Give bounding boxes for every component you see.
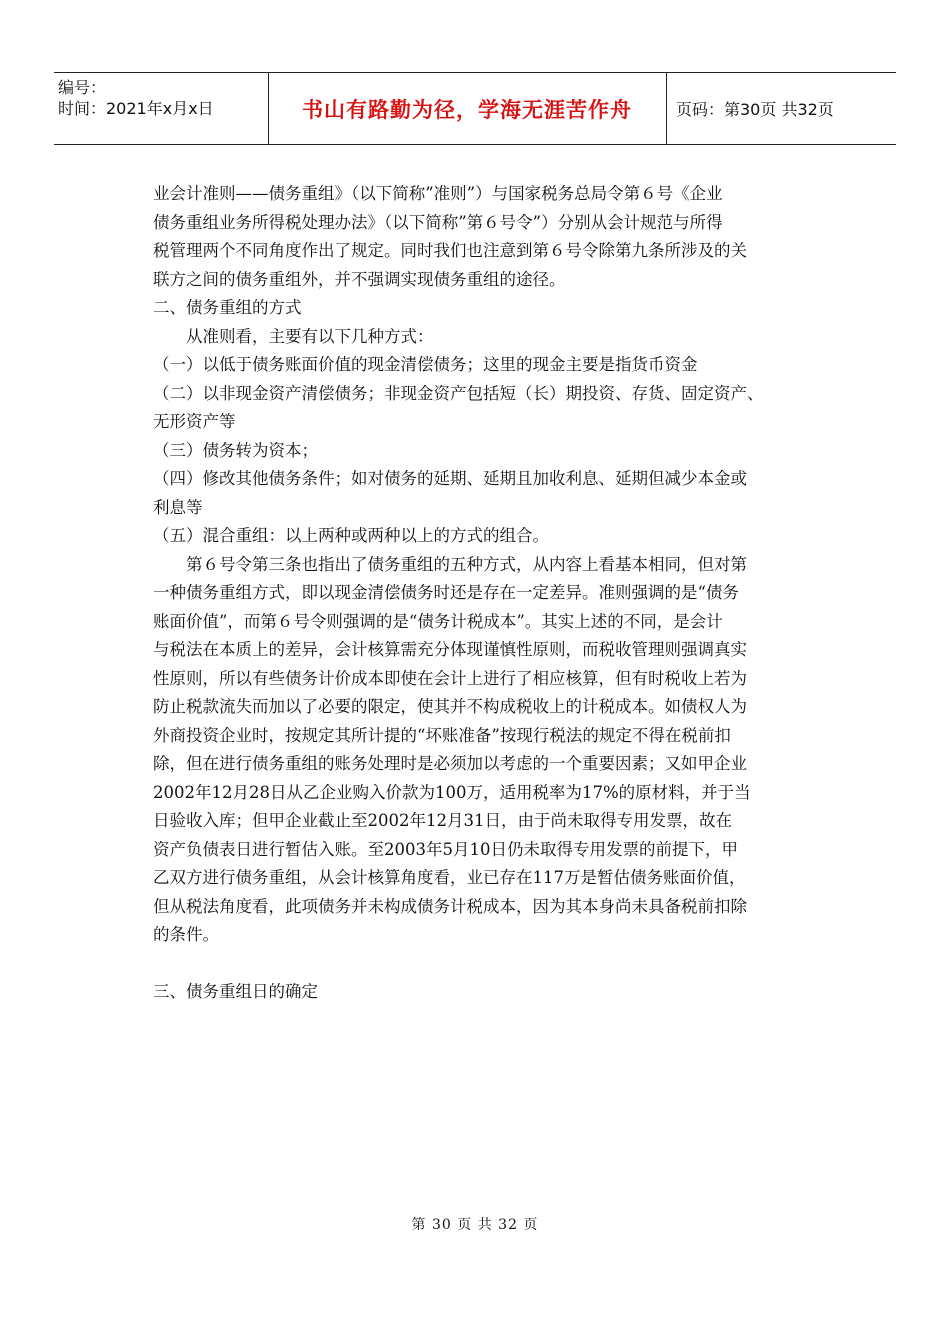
body-line: 但从税法角度看，此项债务并未构成债务计税成本，因为其本身尚未具备税前扣除 bbox=[153, 896, 747, 916]
header-divider-right bbox=[666, 73, 667, 144]
body-line: 从准则看，主要有以下几种方式： bbox=[186, 326, 434, 346]
header-motto: 书山有路勤为径，学海无涯苦作舟 bbox=[302, 97, 632, 122]
body-line: 2002年12月28日从乙企业购入价款为100万，适用税率为17%的原材料，并于当 bbox=[153, 782, 751, 802]
list-item: （三）债务转为资本； bbox=[153, 440, 318, 460]
section-heading-date: 三、债务重组日的确定 bbox=[153, 982, 318, 1001]
document-date-label: 时间：2021年x月x日 bbox=[58, 99, 214, 118]
body-line: 一种债务重组方式，即以现金清偿债务时还是存在一定差异。准则强调的是“债务 bbox=[153, 583, 739, 602]
list-item: （二）以非现金资产清偿债务；非现金资产包括短（长）期投资、存货、固定资产、 bbox=[153, 383, 764, 403]
body-line: 的条件。 bbox=[153, 925, 219, 944]
body-line: 防止税款流失而加以了必要的限定，使其并不构成税收上的计税成本。如债权人为 bbox=[153, 697, 747, 716]
document-body bbox=[153, 180, 803, 1007]
body-line: 性原则，所以有些债务计价成本即使在会计上进行了相应核算，但有时税收上若为 bbox=[153, 668, 747, 688]
body-line: 与税法在本质上的差异，会计核算需充分体现谨慎性原则，而税收管理则强调真实 bbox=[153, 640, 747, 659]
body-line: 乙双方进行债务重组，从会计核算角度看，业已存在117万是暂估债务账面价值， bbox=[153, 868, 746, 887]
header-page-number: 页码：第30页 共32页 bbox=[676, 100, 834, 119]
body-line: 业会计准则——债务重组》（以下简称”准则”）与国家税务总局令第６号《企业 bbox=[153, 184, 723, 203]
body-line: 债务重组业务所得税处理办法》（以下简称”第６号令”）分别从会计规范与所得 bbox=[153, 212, 723, 232]
body-line: 除，但在进行债务重组的账务处理时是必须加以考虑的一个重要因素；又如甲企业 bbox=[153, 754, 747, 773]
page-footer: 第 30 页 共 32 页 bbox=[411, 1217, 539, 1233]
body-line: 联方之间的债务重组外，并不强调实现债务重组的途径。 bbox=[153, 269, 566, 289]
body-line: 税管理两个不同角度作出了规定。同时我们也注意到第６号令除第九条所涉及的关 bbox=[153, 241, 747, 260]
list-item-continuation: 利息等 bbox=[153, 497, 203, 517]
body-line: 日验收入库；但甲企业截止至2002年12月31日，由于尚未取得专用发票，故在 bbox=[153, 811, 732, 830]
page-header bbox=[54, 72, 896, 145]
body-line: 第６号令第三条也指出了债务重组的五种方式，从内容上看基本相同，但对第 bbox=[186, 554, 747, 574]
section-heading-methods: 二、债务重组的方式 bbox=[153, 298, 302, 317]
body-line: 账面价值”，而第６号令则强调的是“债务计税成本”。其实上述的不同，是会计 bbox=[153, 611, 723, 631]
list-item: （一）以低于债务账面价值的现金清偿债务；这里的现金主要是指货币资金 bbox=[153, 355, 698, 374]
header-divider-left bbox=[268, 73, 269, 144]
header-meta bbox=[58, 77, 268, 119]
list-item-continuation: 无形资产等 bbox=[153, 412, 236, 431]
paragraph-gap bbox=[153, 950, 803, 979]
body-line: 资产负债表日进行暂估入账。至2003年5月10日仍未取得专用发票的前提下，甲 bbox=[153, 839, 738, 859]
list-item: （五）混合重组：以上两种或两种以上的方式的组合。 bbox=[153, 526, 549, 545]
body-line: 外商投资企业时，按规定其所计提的“坏账准备”按现行税法的规定不得在税前扣 bbox=[153, 725, 731, 745]
document-number-label: 编号： bbox=[58, 78, 107, 97]
list-item: （四）修改其他债务条件；如对债务的延期、延期且加收利息、延期但减少本金或 bbox=[153, 469, 747, 488]
